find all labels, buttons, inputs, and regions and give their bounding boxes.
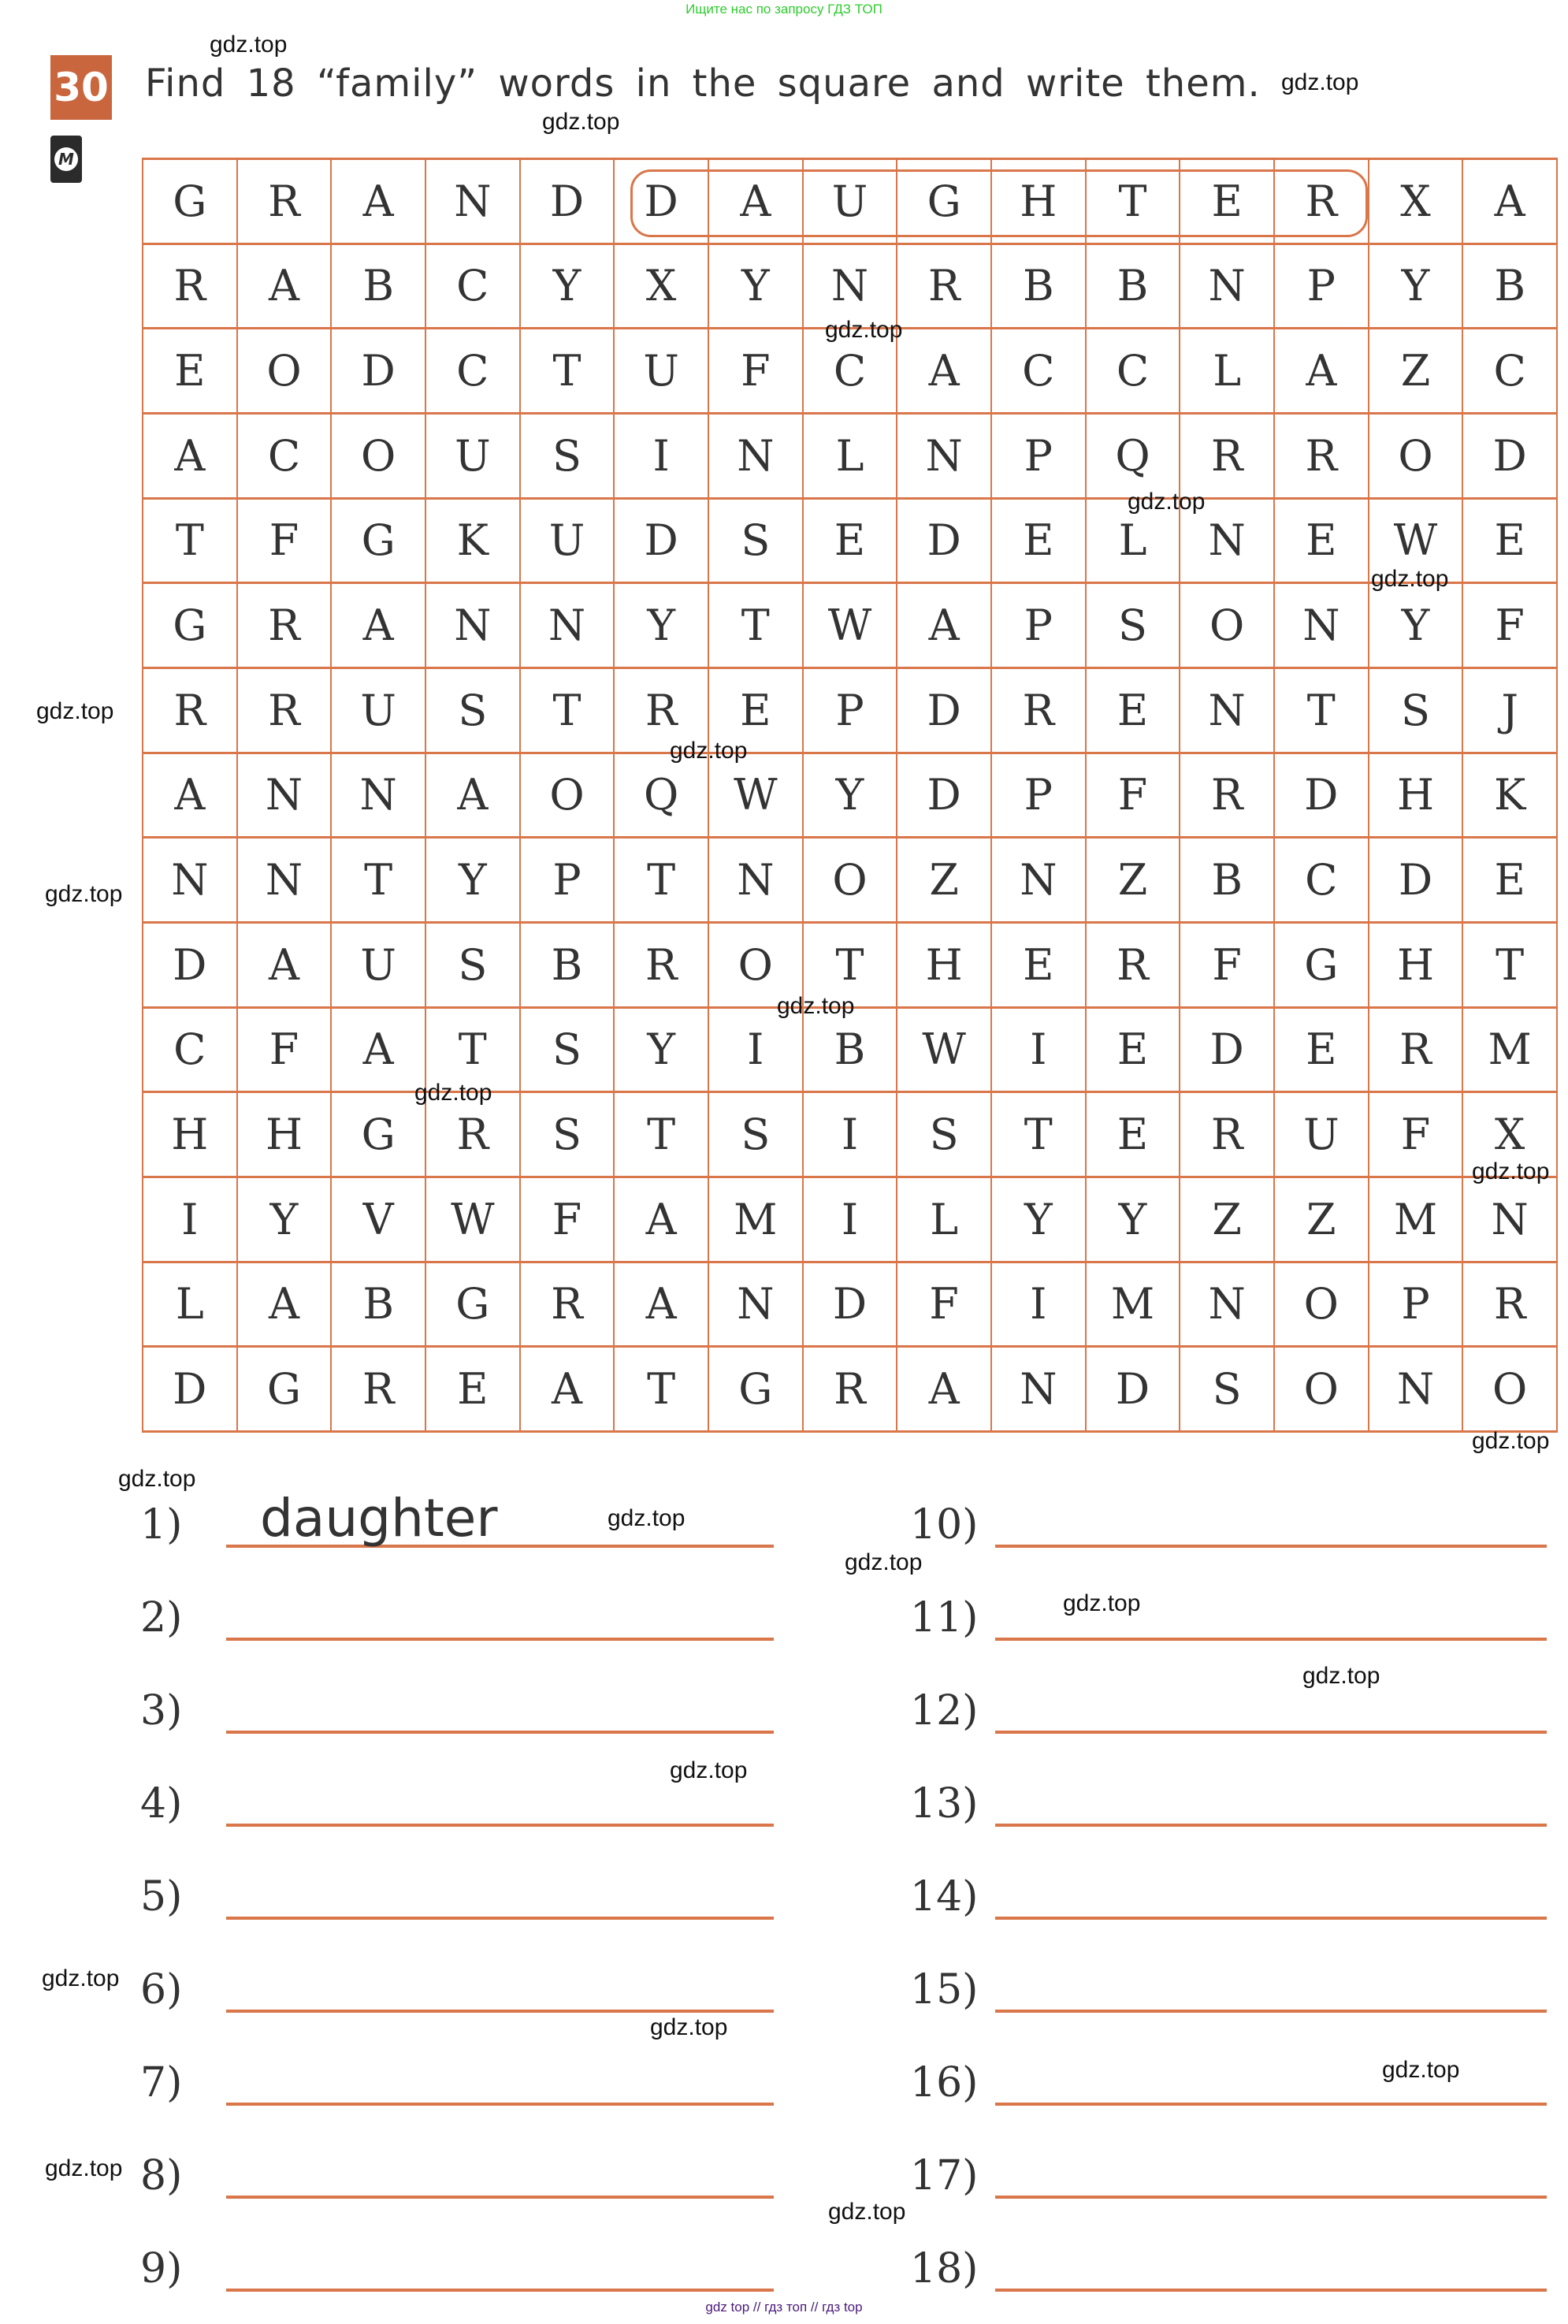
grid-cell: A [143,754,238,839]
grid-cell: N [1180,500,1275,585]
grid-cell: S [521,1093,615,1178]
grid-cell: N [1180,245,1275,330]
grid-cell: F [709,329,804,415]
grid-cell: G [143,584,238,669]
grid-cell: T [709,584,804,669]
grid-cell: T [332,838,426,924]
grid-cell: B [992,245,1087,330]
grid-cell: L [897,1178,992,1263]
answer-label: 9) [140,2245,183,2292]
grid-cell: P [1369,1263,1464,1348]
grid-cell: Y [992,1178,1087,1263]
grid-cell: G [332,1093,426,1178]
grid-cell: S [1369,669,1464,754]
watermark: gdz.top [1302,1663,1380,1689]
answer-label: 10) [910,1501,979,1549]
grid-cell: T [521,669,615,754]
grid-cell: L [1180,329,1275,415]
grid-cell: A [897,329,992,415]
grid-cell: F [238,1009,333,1094]
grid-cell: S [709,1093,804,1178]
grid-cell: T [426,1009,521,1094]
watermark: gdz.top [36,698,114,724]
grid-cell: D [615,160,709,245]
grid-cell: R [143,245,238,330]
grid-cell: I [992,1009,1087,1094]
grid-cell: B [332,245,426,330]
grid-cell: N [992,838,1087,924]
answer-line[interactable] [226,1638,774,1641]
grid-cell: O [709,924,804,1009]
grid-cell: A [238,245,333,330]
answer-line[interactable] [995,2010,1547,2013]
answer-line[interactable] [995,1545,1547,1548]
grid-cell: G [143,160,238,245]
grid-cell: Y [238,1178,333,1263]
grid-cell: S [426,669,521,754]
grid-cell: R [1180,754,1275,839]
grid-cell: C [426,329,521,415]
grid-cell: N [804,245,898,330]
watermark: gdz.top [1063,1590,1141,1616]
word-search-grid [142,158,1558,1433]
grid-cell: R [426,1093,521,1178]
answer-label: 17) [910,2152,979,2199]
grid-cell: N [426,160,521,245]
grid-cell: A [615,1263,709,1348]
marker-letter: M [54,147,78,171]
grid-cell: G [1275,924,1369,1009]
answer-label: 8) [140,2152,183,2199]
grid-cell: B [521,924,615,1009]
grid-cell: Y [615,584,709,669]
watermark: gdz.top [1128,489,1206,515]
grid-cell: Z [1180,1178,1275,1263]
answer-line[interactable] [226,2010,774,2013]
grid-cell: B [332,1263,426,1348]
grid-cell: P [992,754,1087,839]
grid-cell: G [709,1348,804,1433]
answer-label: 6) [140,1966,183,2014]
grid-cell: O [1275,1348,1369,1433]
answer-line[interactable] [226,2103,774,2106]
grid-cell: P [992,584,1087,669]
watermark: gdz.top [1371,566,1449,592]
grid-cell: N [1180,1263,1275,1348]
grid-cell: O [332,415,426,500]
grid-cell: N [1275,584,1369,669]
grid-cell: I [709,1009,804,1094]
grid-cell: T [1275,669,1369,754]
grid-cell: Y [426,838,521,924]
grid-cell: I [615,415,709,500]
grid-cell: D [804,1263,898,1348]
grid-cell: H [238,1093,333,1178]
answer-line[interactable] [995,2103,1547,2106]
grid-cell: N [992,1348,1087,1433]
grid-cell: S [709,500,804,585]
grid-cell: U [332,669,426,754]
grid-cell: X [1369,160,1464,245]
grid-cell: A [709,160,804,245]
grid-cell: R [897,245,992,330]
answer-label: 7) [140,2059,183,2106]
grid-cell: S [521,1009,615,1094]
answer-line[interactable] [995,2196,1547,2199]
grid-cell: E [426,1348,521,1433]
exercise-number-badge: 30 [50,55,112,120]
grid-cell: A [615,1178,709,1263]
grid-cell: M [1463,1009,1558,1094]
answer-line[interactable] [995,1731,1547,1734]
grid-cell: Y [1369,245,1464,330]
grid-cell: W [804,584,898,669]
grid-cell: N [709,415,804,500]
grid-cell: E [804,500,898,585]
grid-cell: N [1369,1348,1464,1433]
answer-label: 1) [140,1501,183,1549]
grid-cell: A [238,924,333,1009]
grid-cell: R [615,669,709,754]
grid-cell: T [1463,924,1558,1009]
watermark: gdz.top [210,32,288,58]
grid-cell: T [615,838,709,924]
watermark: gdz.top [650,2014,728,2040]
grid-cell: E [1180,160,1275,245]
grid-cell: L [804,415,898,500]
top-note: Ищите нас по запросу ГДЗ ТОП [686,2,882,17]
grid-cell: P [521,838,615,924]
grid-cell: D [1463,415,1558,500]
grid-cell: I [804,1178,898,1263]
grid-cell: A [332,1009,426,1094]
grid-cell: R [1275,160,1369,245]
grid-cell: Y [521,245,615,330]
grid-cell: Z [1275,1178,1369,1263]
grid-cell: X [1463,1093,1558,1178]
grid-cell: Z [1369,329,1464,415]
grid-cell: A [238,1263,333,1348]
grid-cell: R [238,160,333,245]
m-marker-icon [50,136,82,183]
grid-cell: C [238,415,333,500]
grid-cell: S [1180,1348,1275,1433]
grid-cell: D [143,1348,238,1433]
grid-cell: T [804,924,898,1009]
grid-cell: H [1369,754,1464,839]
grid-cell: Y [1087,1178,1181,1263]
grid-cell: U [804,160,898,245]
grid-cell: U [426,415,521,500]
watermark: gdz.top [670,738,748,764]
grid-cell: N [897,415,992,500]
grid-cell: P [992,415,1087,500]
grid-cell: L [1087,500,1181,585]
grid-cell: N [709,1263,804,1348]
grid-cell: C [804,329,898,415]
grid-cell: U [332,924,426,1009]
grid-cell: B [804,1009,898,1094]
watermark: gdz.top [1472,1428,1550,1454]
grid-cell: F [897,1263,992,1348]
grid-cell: Q [615,754,709,839]
grid-cell: R [1180,1093,1275,1178]
grid-cell: A [521,1348,615,1433]
grid-cell: C [1463,329,1558,415]
answer-label: 18) [910,2245,979,2292]
watermark: gdz.top [608,1505,686,1531]
grid-cell: D [332,329,426,415]
grid-cell: V [332,1178,426,1263]
grid-cell: R [1180,415,1275,500]
grid-cell: A [143,415,238,500]
grid-cell: T [615,1348,709,1433]
grid-cell: D [1180,1009,1275,1094]
watermark: gdz.top [845,1549,923,1575]
grid-cell: A [897,584,992,669]
grid-cell: Q [1087,415,1181,500]
grid-cell: R [1463,1263,1558,1348]
grid-cell: C [1087,329,1181,415]
grid-cell: R [332,1348,426,1433]
grid-cell: X [615,245,709,330]
grid-cell: G [897,160,992,245]
grid-cell: R [238,669,333,754]
grid-cell: M [1369,1178,1464,1263]
grid-cell: N [1463,1178,1558,1263]
grid-cell: Z [897,838,992,924]
grid-cell: G [332,500,426,585]
grid-cell: D [897,500,992,585]
grid-cell: A [1463,160,1558,245]
grid-cell: T [143,500,238,585]
grid-cell: Y [615,1009,709,1094]
grid-cell: S [897,1093,992,1178]
grid-cell: E [1275,1009,1369,1094]
grid-cell: O [238,329,333,415]
grid-cell: U [615,329,709,415]
answer-1-handwritten: daughter [260,1488,498,1549]
grid-cell: A [897,1348,992,1433]
grid-cell: O [1463,1348,1558,1433]
grid-cell: W [426,1178,521,1263]
grid-cell: R [143,669,238,754]
answer-line[interactable] [995,1824,1547,1827]
grid-cell: E [1087,1093,1181,1178]
grid-cell: C [426,245,521,330]
grid-cell: I [992,1263,1087,1348]
grid-cell: E [1087,669,1181,754]
grid-cell: Y [709,245,804,330]
grid-cell: E [1463,838,1558,924]
grid-cell: M [1087,1263,1181,1348]
grid-cell: F [1463,584,1558,669]
answer-line[interactable] [226,2289,774,2292]
grid-cell: N [426,584,521,669]
grid-cell: N [332,754,426,839]
grid-cell: D [1087,1348,1181,1433]
grid-cell: R [804,1348,898,1433]
grid-cell: B [1087,245,1181,330]
grid-cell: N [1180,669,1275,754]
grid-cell: O [1369,415,1464,500]
grid-cell: L [143,1263,238,1348]
watermark: gdz.top [670,1757,748,1783]
watermark: gdz.top [42,1965,120,1991]
grid-cell: T [615,1093,709,1178]
grid-cell: R [1369,1009,1464,1094]
grid-cell: N [238,838,333,924]
grid-cell: O [804,838,898,924]
grid-cell: R [521,1263,615,1348]
grid-cell: N [143,838,238,924]
answer-line[interactable] [226,1824,774,1827]
grid-cell: G [238,1348,333,1433]
grid-cell: Y [1369,584,1464,669]
watermark: gdz.top [45,881,123,907]
grid-cell: J [1463,669,1558,754]
answer-line[interactable] [226,2196,774,2199]
footer-note: gdz top // гдз топ // гдз top [705,2300,863,2315]
answer-label: 3) [140,1687,183,1735]
grid-cell: C [143,1009,238,1094]
exercise-instruction: Find 18 “family” words in the square and write them. [145,61,1261,106]
answer-label: 15) [910,1966,979,2014]
watermark: gdz.top [825,317,903,343]
grid-cell: A [426,754,521,839]
grid-cell: E [992,500,1087,585]
grid-cell: K [1463,754,1558,839]
watermark: gdz.top [542,109,620,135]
grid-cell: E [1087,1009,1181,1094]
highlight-oval-daughter [630,169,1368,237]
grid-cell: T [521,329,615,415]
watermark: gdz.top [45,2155,123,2181]
grid-cell: N [238,754,333,839]
grid-cell: E [709,669,804,754]
grid-cell: E [1275,500,1369,585]
grid-cell: B [1463,245,1558,330]
grid-cell: R [992,669,1087,754]
answer-label: 14) [910,1873,979,1921]
answer-line[interactable] [226,1731,774,1734]
grid-cell: F [1087,754,1181,839]
grid-cell: E [1463,500,1558,585]
watermark: gdz.top [1472,1158,1550,1184]
grid-cell: W [709,754,804,839]
answer-label: 11) [910,1594,979,1642]
grid-cell: D [1369,838,1464,924]
grid-cell: H [1369,924,1464,1009]
grid-cell: S [521,415,615,500]
grid-cell: R [238,584,333,669]
grid-cell: O [1180,584,1275,669]
watermark: gdz.top [1281,69,1359,95]
grid-cell: D [897,669,992,754]
grid-cell: W [897,1009,992,1094]
grid-cell: E [992,924,1087,1009]
answer-label: 12) [910,1687,979,1735]
grid-cell: A [332,584,426,669]
grid-cell: T [992,1093,1087,1178]
grid-cell: I [143,1178,238,1263]
grid-cell: G [426,1263,521,1348]
grid-cell: U [521,500,615,585]
grid-cell: D [521,160,615,245]
grid-cell: N [709,838,804,924]
grid-cell: F [1369,1093,1464,1178]
grid-cell: D [143,924,238,1009]
grid-cell: F [238,500,333,585]
grid-cell: M [709,1178,804,1263]
grid-cell: T [1087,160,1181,245]
grid-cell: C [992,329,1087,415]
answer-label: 13) [910,1780,979,1828]
answer-line[interactable] [995,2289,1547,2292]
watermark: gdz.top [777,993,855,1019]
grid-cell: B [1180,838,1275,924]
grid-cell: Z [1087,838,1181,924]
grid-cell: H [897,924,992,1009]
answer-line[interactable] [995,1917,1547,1920]
watermark: gdz.top [414,1080,492,1106]
grid-cell: R [1087,924,1181,1009]
watermark: gdz.top [828,2199,906,2225]
answer-label: 2) [140,1594,183,1642]
grid-cell: A [332,160,426,245]
grid-cell: N [521,584,615,669]
grid-cell: C [1275,838,1369,924]
grid-cell: D [1275,754,1369,839]
grid-cell: H [143,1093,238,1178]
answer-line[interactable] [995,1638,1547,1641]
grid-cell: F [1180,924,1275,1009]
grid-cell: P [1275,245,1369,330]
grid-cell: U [1275,1093,1369,1178]
grid-cell: Y [804,754,898,839]
grid-cell: O [1275,1263,1369,1348]
grid-cell: O [521,754,615,839]
grid-cell: D [615,500,709,585]
grid-cell: D [897,754,992,839]
grid-cell: E [143,329,238,415]
grid-cell: S [426,924,521,1009]
answer-label: 5) [140,1873,183,1921]
grid-cell: W [1369,500,1464,585]
grid-cell: R [615,924,709,1009]
answer-line[interactable] [226,1917,774,1920]
grid-cell: R [1275,415,1369,500]
grid-cell: F [521,1178,615,1263]
watermark: gdz.top [118,1466,196,1492]
grid-cell: H [992,160,1087,245]
grid-cell: K [426,500,521,585]
grid-cell: A [1275,329,1369,415]
watermark: gdz.top [1382,2057,1460,2083]
grid-cell: P [804,669,898,754]
answer-label: 16) [910,2059,979,2106]
grid-cell: I [804,1093,898,1178]
grid-cell: S [1087,584,1181,669]
answer-label: 4) [140,1780,183,1828]
